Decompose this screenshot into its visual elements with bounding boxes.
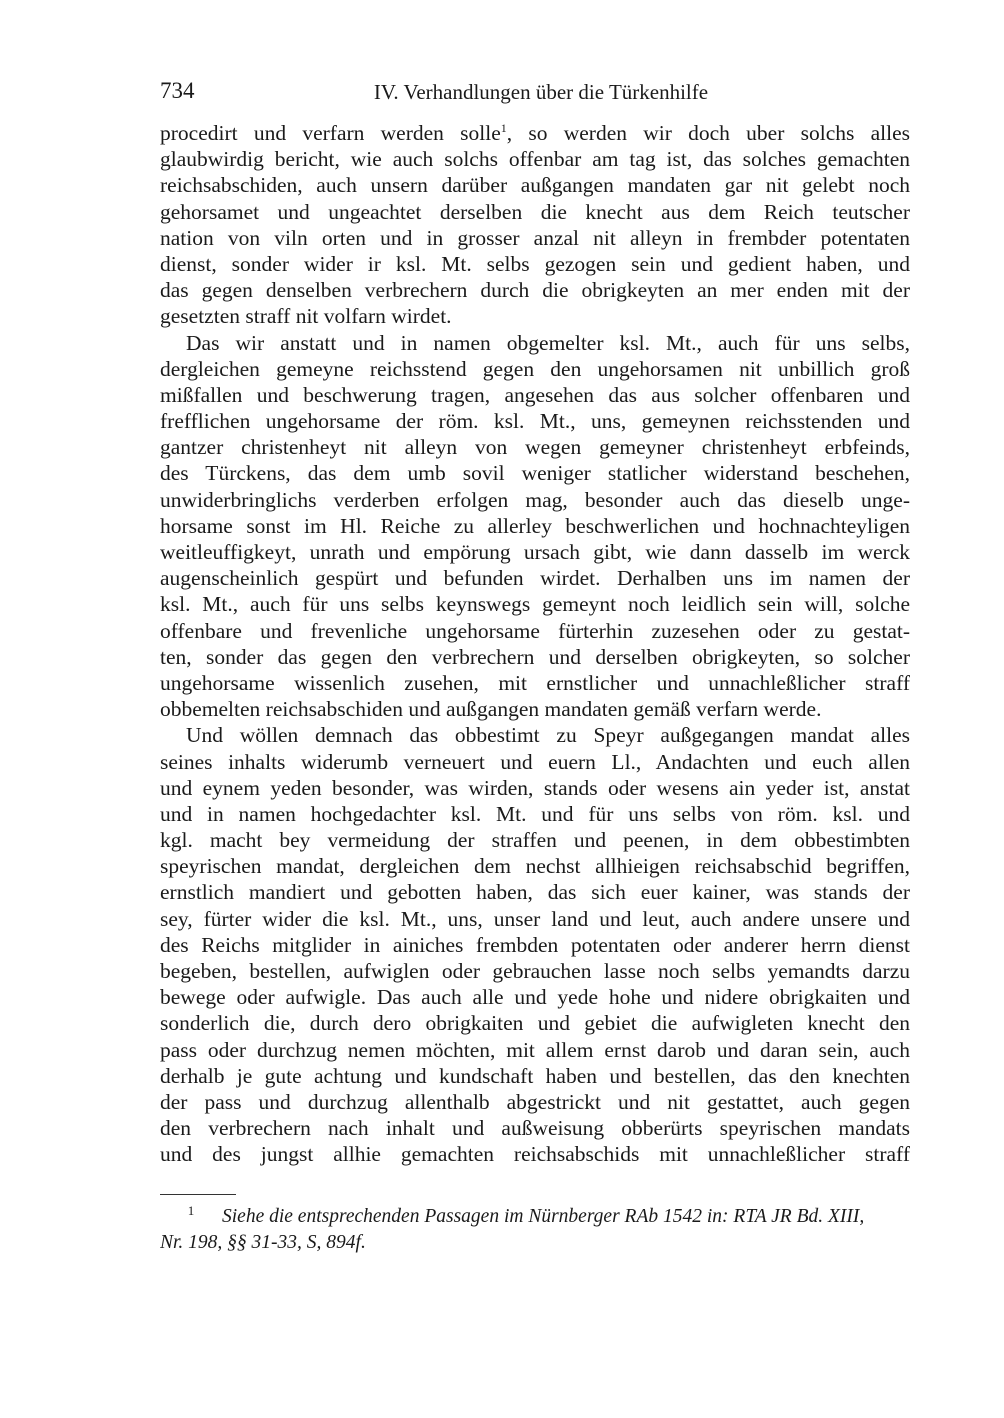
text-line: bewege oder aufwigle. Das auch alle und yede hohe und nidere obrigkaiten und [160,985,910,1010]
text-line: das gegen denselben verbrechern durch die obrigkeyten an mer enden mit der [160,278,910,303]
body-text [160,120,910,1168]
text-line: derhalb je gute achtung und kundschaft haben und bestellen, das den knechten [160,1063,910,1088]
text-fragment: procedirt und verfarn werden solle [160,121,501,145]
text-line: horsame sonst im Hl. Reiche zu allerley beschwerlichen und hochnachteyligen [160,513,910,538]
text-line: ernstlich mandiert und gebotten haben, das sich euer kainer, was stands der [160,880,910,905]
text-line: und in namen hochgedachter ksl. Mt. und für uns selbs von röm. ksl. und [160,801,910,826]
footnote [160,1204,910,1256]
paragraph-first-line: Und wöllen demnach das obbestimt zu Speyr außgegangen mandat alles [186,723,910,748]
footnote-rule [160,1194,236,1195]
text-line: den verbrechern nach inhalt und außweisung obberürts speyrischen mandats [160,1116,910,1141]
text-line: speyrischen mandat, dergleichen dem nechst allhieigen reichsabschid begriffen, [160,854,910,879]
text-line: seines inhalts widerumb verneuert und euern Ll., Andachten und euch allen [160,749,910,774]
text-line: begeben, bestellen, aufwiglen oder gebrauchen lasse noch selbs yemandts darzu [160,959,910,983]
page-number: 734 [160,78,195,103]
text-line: gehorsamet und ungeachtet derselben die knecht aus dem Reich teutscher [160,199,910,224]
footnote-line: 1 Siehe die entsprechenden Passagen im Nürnberger RAb 1542 in: RTA JR Bd. XIII, [187,1204,865,1227]
footnote-reference: 1 [500,121,507,135]
text-line: ungehorsame wissenlich zusehen, mit ernstlicher und unnachleßlicher straff [160,670,910,695]
text-line: reichsabschiden, auch unsern darüber außgangen mandaten gar nit gelebt noch [160,173,910,198]
text-line: glaubwirdig bericht, wie auch solchs offenbar am tag ist, das solches gemachten [160,147,910,172]
text-line: dergleichen gemeyne reichsstend gegen den ungehorsamen nit unbillich groß [160,356,910,381]
text-line: gantzer christenheyt nit alleyn von wegen gemeyner christenheyt erbfeinds, [160,435,910,460]
text-line: des Reichs mitglider in ainiches frembden potentaten oder anderer herrn dienst [160,932,910,957]
text-line: ksl. Mt., auch für uns selbs keynswegs gemeynt noch leidlich sein will, solche [160,592,910,617]
paragraph-first-line: Das wir anstatt und in namen obgemelter ksl. Mt., auch für uns selbs, [186,330,910,355]
text-line: pass oder durchzug nemen möchten, mit allem ernst darob und daran sein, auch [160,1037,910,1062]
text-line: dienst, sonder wider ir ksl. Mt. selbs gezogen sein und gedient haben, und [160,251,910,276]
footnote-text: Siehe die entsprechenden Passagen im Nürnberger RAb 1542 in: RTA JR Bd. XIII, [222,1206,865,1227]
text-line: mißfallen und beschwerung tragen, angesehen das aus solcher offenbaren und [160,382,910,407]
text-line: sonderlich die, durch dero obrigkaiten und gebiet die aufwigleten knecht den [160,1011,910,1036]
text-line: sey, fürter wider die ksl. Mt., uns, unser land und leut, auch andere unsere und [160,906,910,931]
text-line: kgl. macht bey vermeidung der straffen und peenen, in dem obbestimbten [160,828,910,853]
text-line: weitleuffigkeyt, unrath und empörung ursach gibt, wie dann dasselb im werck [160,540,910,564]
text-line: unwiderbringlichs verderben erfolgen mag, besonder auch das dieselb unge- [160,487,910,512]
text-fragment: , so werden wir doch uber solchs alles [506,121,910,145]
text-line: der pass und durchzug allenthalb abgestrickt und nit gestattet, auch gegen [160,1089,910,1114]
text-line: frefflichen ungehorsame der röm. ksl. Mt., uns, gemeynen reichsstenden und [160,409,910,434]
footnote-line: Nr. 198, §§ 31-33, S, 894f. [160,1232,366,1253]
text-line: obbemelten reichsabschiden und außgangen mandaten gemäß verfarn werde. [160,697,822,722]
text-line [160,120,910,146]
text-line: offenbare und frevenliche ungehorsame fürterhin zuzesehen oder zu gestat- [160,618,910,643]
text-line: gesetzten straff nit volfarn wirdet. [160,304,452,329]
text-line: und des jungst allhie gemachten reichsabschids mit unnachleßlicher straff [160,1142,910,1167]
page-header [160,78,910,108]
text-line: nation von viln orten und in grosser anzal nit alleyn in frembder potentaten [160,225,910,250]
text-line: des Türckens, das dem umb sovil weniger statlicher widerstand beschehen, [160,461,910,486]
text-line: und eynem yeden besonder, was wirden, stands oder wesens ain yeder ist, anstat [160,775,910,800]
text-line: augenscheinlich gespürt und befunden wirdet. Derhalben uns im namen der [160,566,910,591]
text-line: ten, sonder das gegen den verbrechern und derselben obrigkeyten, so solcher [160,644,910,669]
running-head: IV. Verhandlungen über die Türkenhilfe [373,80,709,104]
